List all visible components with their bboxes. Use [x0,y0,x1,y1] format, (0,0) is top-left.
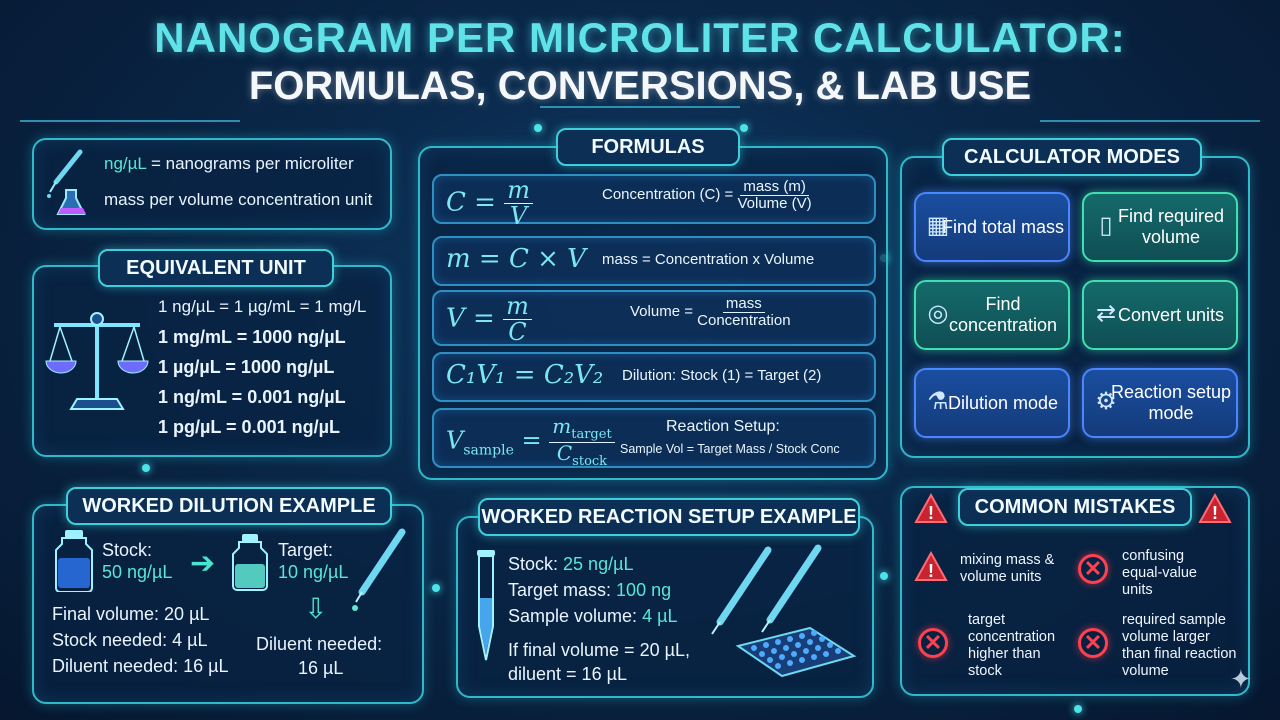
svg-text:!: ! [928,503,934,523]
circuit-node [740,124,748,132]
arrow-right-icon: ➔ [190,547,216,580]
definition-abbr: ng/µL [104,154,147,173]
reaction-panel [456,516,874,698]
formula-den: V [509,202,528,231]
mistake-item: confusing equal-value units [1122,548,1197,598]
mistake-item: target concentration higher than stock [968,612,1056,679]
definition-panel [32,138,392,230]
pipette-icon [348,526,410,616]
mode-label: Find concentration [948,294,1058,335]
formula-desc-den: Concentration [697,311,791,329]
formula-den: C [508,318,527,347]
formula-num-sub: target [571,427,612,442]
formula-lhs: C = [446,187,496,218]
reaction-label: Sample volume: [508,606,643,626]
formula-desc-num: mass (m) [740,179,809,196]
equivalent-panel [32,265,392,457]
mode-dilution[interactable] [914,368,1070,438]
reaction-value: 4 µL [642,606,678,626]
gear-icon: ⚙ [1095,388,1117,415]
dilution-final: Final volume: 20 µL [52,604,210,624]
page-subtitle: FORMULAS, CONVERSIONS, & LAB USE [248,64,1032,108]
circuit-node [880,572,888,580]
dilution-title: WORKED DILUTION EXAMPLE [66,487,392,525]
mode-label: Reaction setup mode [1110,382,1232,423]
mode-label: Find total mass [941,216,1065,237]
modes-title: CALCULATOR MODES [942,138,1202,176]
error-x-icon: ✕ [1078,628,1108,658]
formula-dilution [432,352,876,402]
circuit-line [20,120,240,123]
mistake-item: mixing mass & volume units [960,552,1055,585]
formula-eq: = [513,426,542,455]
formula-lhs: V [446,426,464,455]
circuit-node [142,464,150,472]
arrow-down-icon: ⇩ [304,593,328,624]
formula-den-sub: stock [572,453,608,469]
reaction-label: Target mass: [508,580,617,600]
formula-reaction [432,408,876,468]
flask-icon: ⚗ [927,388,949,415]
formula-desc: Concentration (C) = [602,186,734,204]
reaction-value: 25 ng/µL [563,554,634,574]
error-x-icon: ✕ [918,628,948,658]
formula-num: m [504,178,533,204]
reaction-title: WORKED REACTION SETUP EXAMPLE [478,498,860,536]
circuit-node [534,124,542,132]
warning-icon [1198,492,1232,526]
dilution-diluent-label: Diluent needed: [256,634,383,654]
page-title: NANOGRAM PER MICROLITER CALCULATOR: [154,14,1126,61]
equivalent-line: 1 ng/mL = 0.001 ng/µL [158,387,346,407]
formula-mass [432,236,876,286]
formula-math: C₁V₁ = C₂V₂ [446,360,604,390]
formula-math: m = C × V [446,244,586,274]
circuit-line [1040,120,1260,123]
mistakes-title: COMMON MISTAKES [958,488,1192,526]
formula-concentration [432,174,876,231]
formulas-title: FORMULAS [556,128,740,166]
definition-desc: mass per volume concentration unit [104,190,373,209]
target-bottle-icon [230,532,270,592]
svg-text:!: ! [1212,503,1218,523]
dilution-diluent-needed: Diluent needed: 16 µL [52,656,229,676]
svg-text:!: ! [928,561,934,581]
formula-desc: Dilution: Stock (1) = Target (2) [622,367,822,384]
dilution-stock-needed: Stock needed: 4 µL [52,630,208,650]
formula-desc: Volume = [630,303,693,321]
mode-reaction-setup[interactable] [1082,368,1238,438]
mode-find-required-volume[interactable] [1082,192,1238,262]
mode-find-concentration[interactable] [914,280,1070,350]
formula-lhs: V = [446,303,495,334]
convert-arrows-icon: ⇄ [1095,300,1117,327]
dilution-target-label: Target: [278,540,334,560]
balance-scale-icon [44,303,150,413]
formula-desc: mass = Concentration x Volume [602,251,815,268]
formula-lhs-sub: sample [463,442,514,459]
equivalent-line: 1 µg/µL = 1000 ng/µL [158,357,335,377]
dilution-stock-value: 50 ng/µL [102,562,173,582]
formula-desc: Sample Vol = Target Mass / Stock Conc [620,442,840,456]
mode-label: Find required volume [1117,206,1225,247]
mode-label: Dilution mode [947,392,1059,413]
mode-convert-units[interactable] [1082,280,1238,350]
mode-label: Convert units [1117,304,1225,325]
dilution-panel [32,504,424,704]
equivalent-title: EQUIVALENT UNIT [98,249,334,287]
mode-find-total-mass[interactable] [914,192,1070,262]
modes-panel [900,156,1250,458]
dilution-stock-label: Stock: [102,540,153,560]
reaction-line: If final volume = 20 µL, [508,640,690,660]
reaction-line: diluent = 16 µL [508,664,627,684]
formula-desc-den: Volume (V) [737,194,812,212]
reaction-label: Stock: [508,554,564,574]
definition-eq: = nanograms per microliter [146,154,354,173]
target-icon: ◎ [927,300,949,327]
reaction-value: 100 ng [616,580,672,600]
beaker-icon: ▯ [1099,212,1113,239]
equivalent-line: 1 ng/µL = 1 µg/mL = 1 mg/L [158,297,367,316]
formulas-panel [418,146,888,480]
formula-num: m [552,414,572,438]
error-x-icon: ✕ [1078,554,1108,584]
formula-den: C [556,440,573,465]
circuit-node [1074,705,1082,713]
pipettes-plate-icon [698,542,864,688]
pipette-flask-icon [42,148,92,220]
equivalent-line: 1 mg/mL = 1000 ng/µL [158,327,346,347]
formula-desc-num: mass [723,296,765,313]
stock-bottle-icon [52,528,96,592]
warning-icon [914,550,948,584]
mistake-item: required sample volume larger than final reaction volume [1122,612,1237,679]
warning-icon [914,492,948,526]
dilution-diluent-value: 16 µL [298,658,344,678]
dilution-target-value: 10 ng/µL [278,562,349,582]
tube-icon [474,548,498,664]
formula-volume [432,290,876,346]
circuit-node [432,584,440,592]
formula-num: m [503,294,532,320]
calculator-icon: ▦ [926,212,950,239]
formula-desc: Reaction Setup: [666,418,780,435]
sparkle-icon: ✦ [1230,664,1252,694]
equivalent-line: 1 pg/µL = 0.001 ng/µL [158,417,340,437]
